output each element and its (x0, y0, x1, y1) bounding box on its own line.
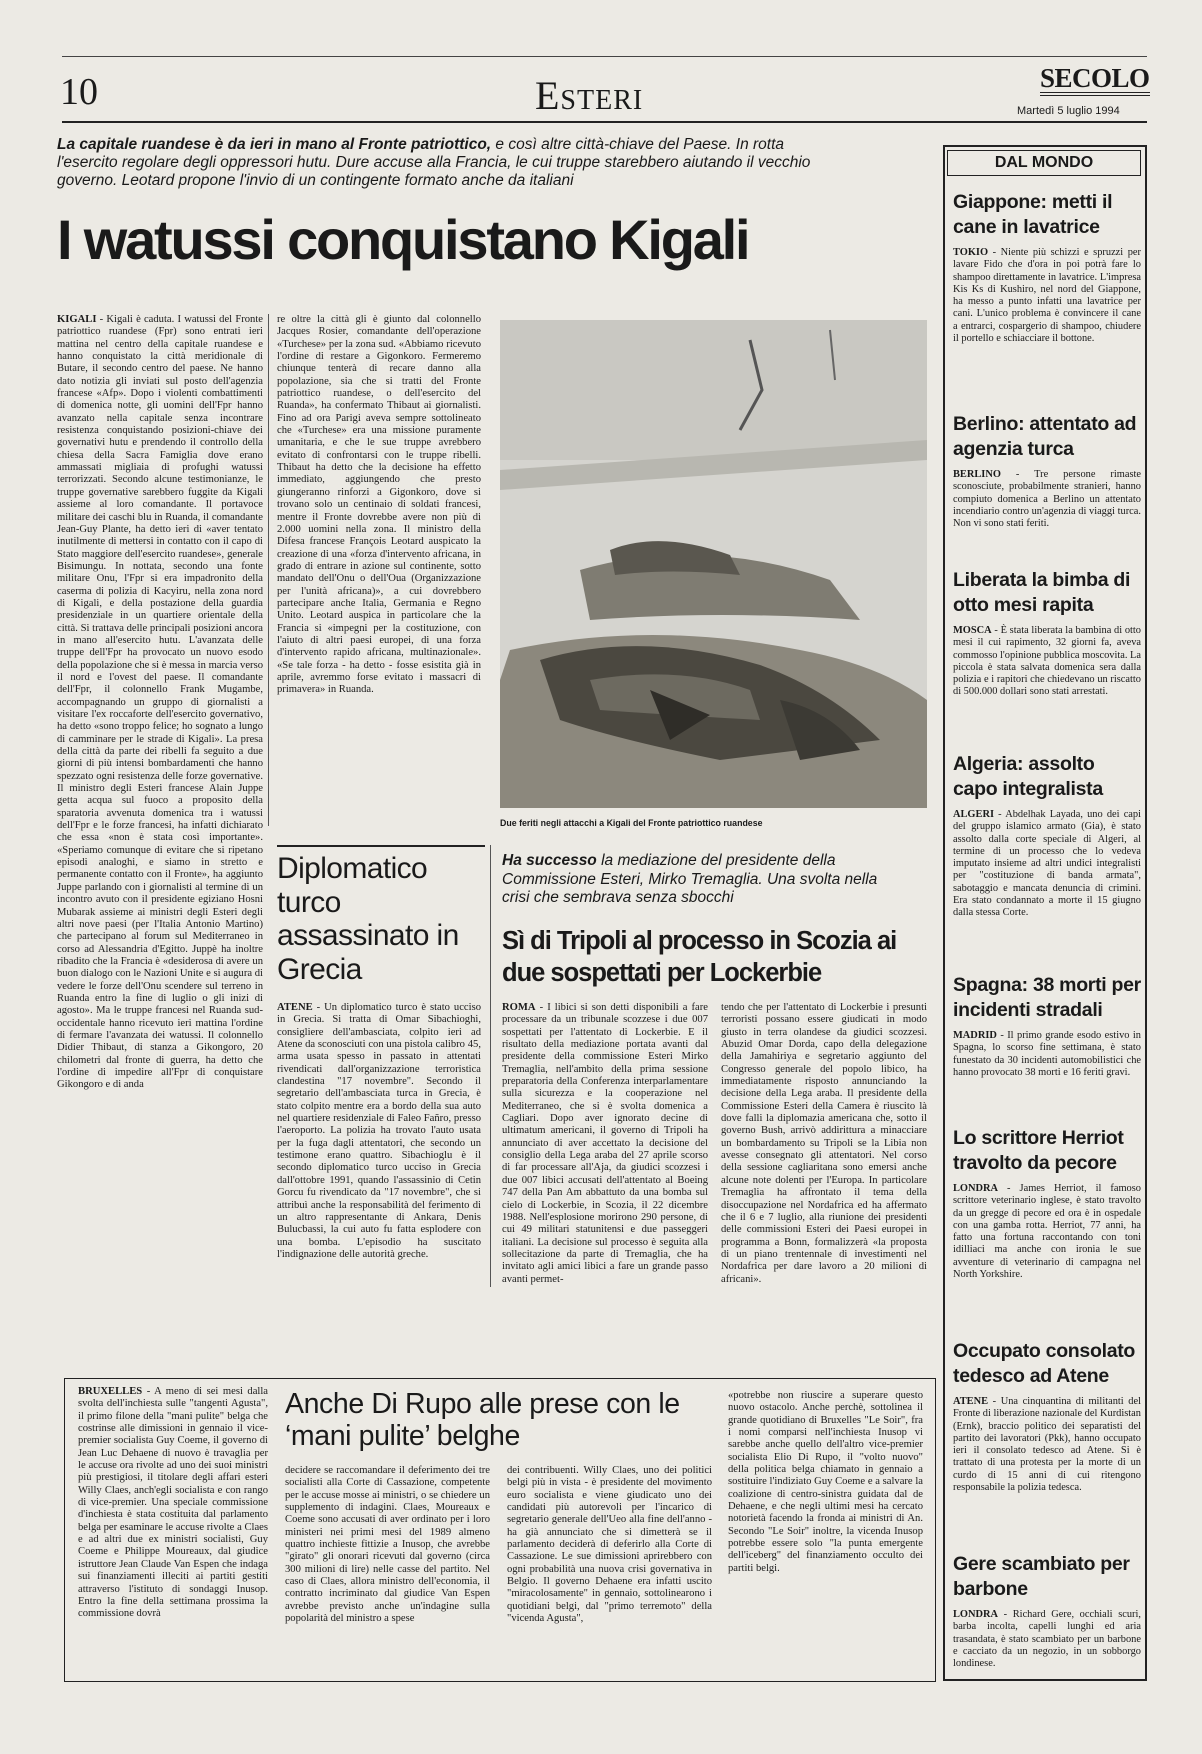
sidebar-item-headline: Giappone: metti il cane in lavatrice (953, 191, 1113, 238)
masthead: SECOLO (1040, 64, 1150, 96)
sidebar-item-headline: Liberata la bimba di otto mesi rapita (953, 569, 1131, 616)
page-number: 10 (60, 71, 98, 113)
section-title: Esteri (535, 73, 644, 118)
belgium-col2-text: decidere se raccomandare il deferimento dei tre socialisti alla Corte di Cassazione, competente per le accuse mosse ai ministri, o se chiedere un supplemento di indagini. Claes, Moureaux e Coeme sono accusati di aver ordinato per i loro ministeri nei primi mesi del 1989 almeno quattro inchieste fittizie a Inusop, che avrebbe "girato" gli onorari ricevuti dal governo (circa 300 milioni di lire) nelle casse del partito. Nel caso di Claes, allora ministro dell'economia, il contratto incriminato dal giudice Van Espen avrebbe previsto anche un'indagine sulla popolarità del ministro a spese (285, 1465, 490, 1625)
sidebar-item-headline: Berlino: attentato ad agenzia turca (953, 413, 1137, 460)
photo-scene (500, 320, 927, 808)
belgium-col1-text: - A meno di sei mesi dalla svolta dell'inchiesta sulle "tangenti Agusta", il primo filone della "mani pulite" belga che costrinse alle dimissioni in gennaio il vice-premier socialista Guy Coeme, il governo di Jean Luc Dehaene di nuovo è travaglia per le accuse ora rivolte ad uno dei suoi ministri più prestigiosi, il titolare degli affari esteri Willy Claes, anch'egli socialista e con rango di vice-premier. Una speciale commissione d'inchiesta è stata costituita dal parlamento belga per esaminare le accuse rivolte a Claes e ad altri due ex ministri socialisti, Guy Coeme e Philippe Moureaux, dal giudice istruttore Jean Claude Van Espen che indaga sui finanziamenti illeciti ai partiti gestiti attraverso l'istituto di sondaggi Inusop. Entro la fine della settimana prossima la commissione dovrà (78, 1386, 268, 1620)
sidebar-item-dateline: MOSCA (953, 625, 992, 636)
top-rule (62, 56, 1147, 57)
sidebar-item-body (953, 1030, 1141, 1079)
sidebar-item (953, 1126, 1141, 1316)
lead-headline: I watussi conquistano Kigali (57, 208, 749, 271)
sidebar-item-body (953, 1396, 1141, 1494)
greece-text: - Un diplomatico turco è stato ucciso in Grecia. Si tratta di Omar Sibachioghi, consigliere dell'ambasciata, colpito ieri ad Atene da sconosciuti con una pistola calibro 45, arma usata spesso in passato in attentati rivendicati dall'organizzazione terroristica clandestina "17 novembre". Secondo il segretario dell'ambasciata turca in Grecia, è stato colpito mentre era a bordo della sua auto nel quartiere residenziale di Faleo Fañro, presso l'aeroporto. La polizia ha trovato l'auto usata per la fuga dagli attentatori, che secondo un testimone erano quattro. Sibachioglu è il secondo diplomatico turco ucciso in Grecia dall'ottobre 1991, quando l'assassinio di Cetin Gorcu fu rivendicato da "17 novembre", che si attribuì anche la responsabilità del ferimento di un altro rappresentante di Ankara, Denis Bulucbassi, la cui auto fu fatta esplodere con una bomba. L'episodio ha suscitato l'indignazione delle autorità greche. (277, 1002, 481, 1260)
sidebar-item-text: - Richard Gere, occhiali scuri, barba incolta, capelli lunghi ed aria trasandata, è stato scambiato per un barbone e cacciato da un negozio, in un sobborgo londinese. (953, 1609, 1141, 1670)
sidebar-item-body (953, 809, 1141, 920)
sidebar-item-text: - Una cinquantina di militanti del Fronte di liberazione nazionale del Kurdistan (Ernk), braccio politico dei separatisti del partito dei lavoratori (Pkk), hanno occupato ieri il consolato tedesco ad Atene. Si è trattato di una protesta per la morte di un curdo di 15 anni di cui ritengono responsabile la polizia tedesca. (953, 1396, 1141, 1494)
lead-kicker-bold: La capitale ruandese è da ieri in mano al Fronte patriottico, (57, 136, 492, 153)
belgium-col3-text: dei contribuenti. Willy Claes, uno dei politici belgi più in vista - è presidente del movimento euro socialista e viene giudicato uno dei candidati più autorevoli per l'incarico di segretario generale dell'Ueo alla fine dell'anno - ha già annunciato che si dimetterà se il parlamento deciderà di deferirlo alla Corte di Cassazione. Le sue dimissioni aprirebbero con ogni probabilità una nuova crisi governativa in Belgio. Il governo Dehaene era infatti uscito "miracolosamente" in gennaio, sottolinearono i quotidiani belgi, dal "primo terremoto" della "vicenda Agusta", (507, 1465, 712, 1625)
lockerbie-column-2 (721, 1002, 927, 1287)
sidebar-item-headline: Lo scrittore Herriot travolto da pecore (953, 1127, 1124, 1174)
lockerbie-col1-text: - I libici si son detti disponibili a fare processare da un tribunale scozzese i due 007 sospettati per l'attentato di Lockerbie. E il risultato della mediazione portata avanti dal presidente della commissione Esteri Mirko Tremaglia, nell'ambito della prima sessione preparatoria della Conferenza interparlamentare sulla sicurezza e la cooperazione nel Mediterraneo, che si è svolta domenica a Cagliari. Dopo aver ignorato decine di ultimatum americani, il governo di Tripoli ha annunciato di aver accettato la decisione del consiglio della Lega araba del 27 aprile scorso di far processare all'Aja, da giudici scozzesi i due 007 libici accusati dell'attentato al Boeing 747 della Pan Am abbattuto da una bomba sul cielo di Lockerbie, in Scozia, il 22 dicembre 1988. Nell'esplosione morirono 290 persone, di cui 49 militari statunitensi e due passeggeri italiani. La decisione sul processo è seguita alla sollecitazione da parte di Tremaglia, che ha invitato agli amici libici a fare un grande passo avanti permet- (502, 1002, 708, 1285)
sidebar-item-body (953, 1183, 1141, 1281)
sidebar-item-text: - È stata liberata la bambina di otto mesi il cui rapimento, 32 giorni fa, aveva commosso l'opinione pubblica moscovita. La piccola è stata salvata domenica sera dalla polizia e i rapitori che chiedevano un riscatto di 500.000 dollari sono stati arrestati. (953, 625, 1141, 698)
sidebar-item (953, 568, 1141, 728)
sidebar-item-text: - Niente più schizzi e spruzzi per lavare Fido che d'ora in poi potrà fare lo shampoo direttamente in lavatrice. L'impresa Kis Ks di Kushiro, nel nord del Giappone, ha messo a punto infatti una lavatrice per cani. L'unico problema è convincere il cane a entrarci, cospargerio di shampoo, chiudere il portello e schiacciare il bottone. (953, 247, 1141, 345)
lockerbie-kicker-bold: Ha successo (502, 852, 597, 869)
belgium-column-4 (728, 1390, 923, 1673)
lockerbie-kicker (502, 852, 902, 908)
sidebar-item-dateline: LONDRA (953, 1183, 999, 1194)
belgium-dateline: BRUXELLES (78, 1386, 143, 1397)
header-rule (62, 121, 1147, 123)
sidebar-item-text: - Abdelhak Layada, uno dei capi del gruppo islamico armato (Gia), è stato assolto dalla corte speciale di Algeri, al termine di un processo che lo vedeva imputato insieme ad altri undici integralisti per "costituzione di banda armata", sabotaggio e mancata denuncia di crimini. Era stato condannato a morte il 15 giugno dalla stessa Corte. (953, 809, 1141, 919)
lead-kicker (57, 136, 847, 190)
sidebar-item-text: - Tre persone rimaste sconosciute, probabilmente stranieri, hanno compiuto domenica a Berlino un attentato incendiario contro un'agenzia di viaggi turca. Non vi sono stati feriti. (953, 469, 1141, 530)
belgium-column-3 (507, 1465, 712, 1673)
belgium-column-1 (78, 1386, 268, 1676)
lead-photo (500, 320, 927, 808)
sidebar-item-body (953, 625, 1141, 699)
belgium-column-2 (285, 1465, 490, 1673)
lead-column-2 (277, 314, 481, 836)
sidebar-title: DAL MONDO (947, 150, 1141, 176)
sidebar-item-body (953, 1609, 1141, 1670)
sidebar-item-dateline: BERLINO (953, 469, 1001, 480)
lockerbie-column-1 (502, 1002, 708, 1287)
sidebar-item (953, 1339, 1141, 1527)
lead-column-1 (57, 314, 263, 1287)
column-divider (268, 314, 269, 826)
sidebar-item-headline: Occupato consolato tedesco ad Atene (953, 1340, 1136, 1387)
column-divider (490, 845, 491, 1287)
greece-column (277, 1002, 481, 1287)
sidebar-item-dateline: ATENE (953, 1396, 989, 1407)
sidebar-item (953, 752, 1141, 947)
lead-kicker-rest: e così altre città-chiave del Paese. In rotta l'esercito regolare degli oppressori hutu. Dure accuse alla Francia, le cui truppe starebbero aiutando il vecchio governo. Leotard propone l'invio di un contingente formato anche da italiani (57, 136, 811, 189)
lockerbie-kicker-rest: la mediazione del presidente della Commissione Esteri, Mirko Tremaglia. Una svolta nella crisi che sembrava senza sbocchi (502, 852, 878, 906)
lead-dateline: KIGALI (57, 314, 97, 325)
sidebar-item-body (953, 469, 1141, 530)
greece-top-rule (277, 845, 485, 847)
sidebar-item (953, 1552, 1141, 1677)
sidebar-item-headline: Spagna: 38 morti per incidenti stradali (953, 974, 1141, 1021)
sidebar-item-headline: Algeria: assolto capo integralista (953, 753, 1103, 800)
greece-dateline: ATENE (277, 1002, 313, 1013)
sidebar-item-dateline: ALGERI (953, 809, 994, 820)
sidebar-item-text: - James Herriot, il famoso scrittore veterinario inglese, è stato travolto da un gregge di pecore ed ora è in ospedale con una gamba rotta. Herriot, 77 anni, ha fatto una fortuna raccontando con toni idilliaci ma anche con ironia le sue avventure di veterinario di campagna nel North Yorkshire. (953, 1183, 1141, 1281)
lead-col1-text: - Kigali è caduta. I watussi del Fronte patriottico ruandese (Fpr) sono entrati ieri mattina nel centro della capitale ruandese e hanno conquistato la città meridionale di Butare, il secondo centro del paese. Ne hanno dato notizia gli inviati sul posto dell'agenzia francese «Afp». Dopo i violenti combattimenti di domenica notte, gli uomini dell'Fpr hanno avanzato nella capitale senza incontrare resistenza conquistando posizioni-chiave dei governativi hutu e prendendo il controllo della chiesa della Sacra Famiglia dove erano ammassati migliaia di profughi watussi terrorizzati. Secondo alcune testimonianze, le truppe governative sarebbero fuggite da Kigali assieme al loro comandante. Il portavoce militare dei caschi blu in Ruanda, il comandante Jean-Guy Plante, ha detto ieri di «aver tentato inutilmente di mettersi in contatto con il capo di Stato maggiore dell'esercito ruandese», generale Bisimungu. In nottata, secondo una fonte militare Onu, l'Fpr si era impadronito della caserma di polizia di Kacyiru, nella zona nord di Kigali, e della postazione della guardia presidenziale in un quartiere orientale della città. Si trattava delle principali posizioni ancora in mano all'esercito hutu. L'avanzata delle truppe dell'Fpr ha provocato un nuovo esodo della popolazione che si è messa in marcia verso il nord e l'ovest del paese. Il comandante dell'Fpr, il colonnello Frank Mugambe, accompagnando un gruppo di giornalisti a visitare l'ex roccaforte dell'esercito governativo, ha detto «sono troppo felice; ho sognato a lungo di camminare per le strade di Kigali». La presa della città da parte dei ribelli fa seguito a due giorni di più intensi bombardamenti che hanno spezzato ogni resistenza delle forze governative. Il ministro degli Esteri francese Alain Juppe getta acqua sul fuoco a proposito della sparatoria avvenuta domenica tra i watussi dell'Fpr e le forze francesi, ha infatti dichiarato che essa «non è stata così importante». «Speriamo comunque di evitare che si ripetano episodi analoghi, e siamo in stretto e permanente contatto con il Fronte», ha aggiunto Juppe parlando con i giornalisti al termine di un incontro avuto con il presidente egiziano Hosni Mubarak assieme ai ministri degli Esteri degli altri nove paesi (per l'Italia Antonio Martino) che partecipano al forum sul Mediterraneo in corso ad Alessandria d'Egitto. Juppè ha inoltre ribadito che la Francia è «desiderosa di avere un buon dialogo con le Nazioni Unite e si augura di vedere le forze dell'Onu scendere sul terreno in Ruanda entro la fine di luglio o gli inizi di agosto». Ma le truppe francesi nel Ruanda sud-occidentale hanno ricevuto ieri mattina l'ordine di fermare l'avanzata dei watussi. Il colonnello Didier Thibaut, di stanza a Gikongoro, 20 chilometri dal fronte di guerra, ha detto che l'ordine di impedire all'Fpr di conquistare Gikongoro e di anda (57, 314, 263, 1091)
sidebar-item (953, 190, 1141, 390)
belgium-col4-text: «potrebbe non riuscire a superare questo nuovo ostacolo. Anche perchè, sottolinea il grande quotidiano di Bruxelles "Le Soir", fra i nomi comparsi nell'inchiesta Inusop vi sarebbe anche quello dell'altro vice-premier socialista Elio Di Rupo, il "volto nuovo" della politica belga chiamato in gennaio a sostituire l'indiziato Guy Coeme e a salvare la coalizione di centro-sinistra guidata dal de Dehaene, e che negli ultimi mesi ha cercato notorietà facendo la fronda ai ministri di An. Secondo "Le Soir" inoltre, la vicenda Inusop potrebbe essere solo "la punta emergente dell'iceberg" del finanziamento occulto dei partiti belgi. (728, 1390, 923, 1574)
sidebar-item (953, 412, 1141, 540)
sidebar-item (953, 973, 1141, 1101)
sidebar-item-text: - Il primo grande esodo estivo in Spagna, lo scorso fine settimana, è stato funestato da 30 incidenti automobilistici che hanno provocato 38 morti e 16 feriti gravi. (953, 1030, 1141, 1078)
lockerbie-col2-text: tendo che per l'attentato di Lockerbie i presunti terroristi possano essere giudicati in modo giusto in terra olandese da giudici scozzesi. Abuzid Omar Dorda, capo della delegazione della Jamahiriya e segretario aggiunto del Congresso generale del popolo libico, ha immediatamente risposto annunciando la decisione della Lega araba. Il presidente della Commissione Esteri della Camera è riuscito là dove falli la diplomazia americana che, sotto il governo Bush, arrivò addirittura a minacciare un bombardamento su Tripoli se la Libia non avesse consegnato gli attentatori. Nel corso della sessione cagliaritana sono emersi anche alcune note dolenti per l'Europa. In particolare Tremaglia ha affrontato il tema della disoccupazione nel Nordafrica ed ha affermato che il 6 e 7 luglio, alla riunione dei presidenti delle commissioni Esteri dei Paesi europei in programma a Bonn, formalizzerà «la proposta di un piano trentennale di investimenti nel Nordafrica per dare lavoro a 20 milioni di africani». (721, 1002, 927, 1285)
greece-headline: Diplomatico turco assassinato in Grecia (277, 852, 459, 986)
sidebar-item-dateline: MADRID (953, 1030, 997, 1041)
sidebar-item-headline: Gere scambiato per barbone (953, 1553, 1130, 1600)
sidebar-item-dateline: TOKIO (953, 247, 989, 258)
lockerbie-headline: Sì di Tripoli al processo in Scozia ai due sospettati per Lockerbie (502, 927, 897, 987)
belgium-headline: Anche Di Rupo alle prese con le ‘mani pulite’ belghe (285, 1388, 680, 1452)
issue-date: Martedì 5 luglio 1994 (1017, 105, 1120, 117)
photo-caption: Due feriti negli attacchi a Kigali del Fronte patriottico ruandese (500, 818, 763, 828)
lead-col2-text: re oltre la città gli è giunto dal colonnello Jacques Rosier, comandante dell'operazione «Turchese» per la zona sud. «Abbiamo ricevuto l'ordine di restare a Gigonkoro. Fermeremo chiunque tenterà di recare danno alla popolazione, sia che si tratti del Fronte patriottico ruandese, o dell'esercito del Ruanda», ha confermato Thibaut ai giornalisti. Fino ad ora Parigi aveva sempre sottolineato che «Turchese» era una missione puramente umanitaria, e che le sue truppe avrebbero evitato di confrontarsi con le truppe ribelli. Thibaut ha detto che la decisione ha effetto immediato, aggiungendo che presto giungeranno rinforzi a Gigonkoro, dove si trovano solo un centinaio di soldati francesi, mentre il Fronte dovrebbe avere non più di 2.000 uomini nella zona. Il ministro della Difesa francese François Leotard auspicato la creazione di una «forza d'intervento africana, in grado di entrare in azione sul continente, sotto mandato dell'Onu o dell'Oua (Organizzazione per l'unità africana)», a cui dovrebbero partecipare anche Italia, Germania e Regno Unito. Leotard auspica in particolare che la Francia si «impegni per la costituzione, con l'aiuto di altri paesi europei, di una forza d'intervento rapido africana, multinazionale». «Se tale forza - ha detto - fosse esistita già in aprile, avremmo forse evitato i massacri di primavera» in Ruanda. (277, 314, 481, 696)
sidebar-item-dateline: LONDRA (953, 1609, 999, 1620)
sidebar-item-body (953, 247, 1141, 345)
lockerbie-dateline: ROMA (502, 1002, 536, 1013)
